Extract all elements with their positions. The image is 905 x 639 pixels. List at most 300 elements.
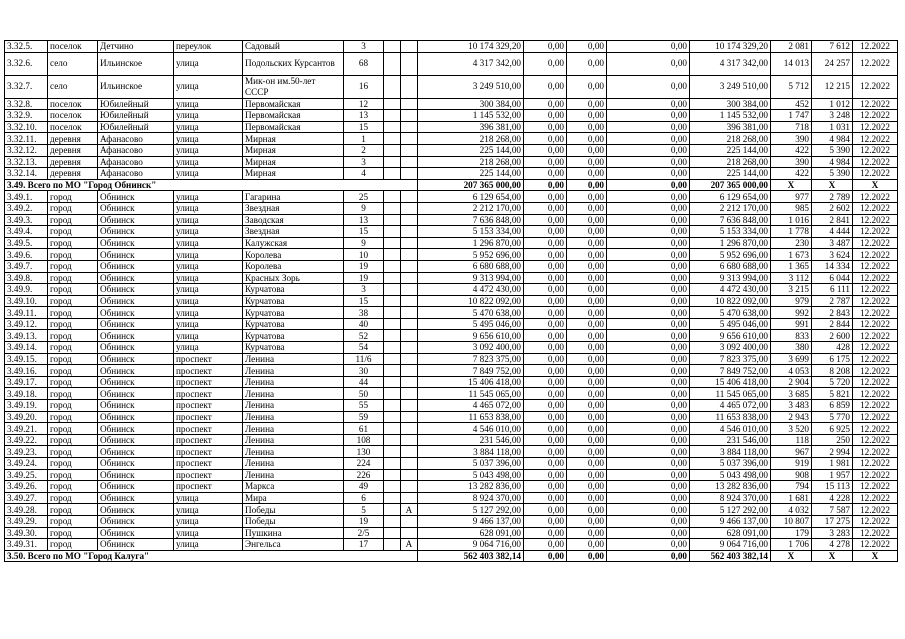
- area-cell: 422: [771, 144, 812, 156]
- building-cell: [384, 156, 401, 168]
- total-cell: 11 653 838,00: [690, 411, 771, 423]
- area-cell: 6 925: [812, 423, 853, 435]
- area-cell: 5 390: [812, 144, 853, 156]
- street-name-cell: Садовый: [243, 41, 344, 53]
- settlement-name-cell: Обнинск: [98, 434, 174, 446]
- value-cell: 0,00: [607, 458, 690, 470]
- area-cell: 718: [771, 121, 812, 133]
- date-cell: 12.2022: [853, 515, 898, 527]
- street-type-cell: улица: [174, 284, 243, 296]
- area-cell: 5 720: [812, 376, 853, 388]
- house-number-cell: 11/6: [344, 353, 384, 365]
- settlement-type-cell: город: [48, 423, 98, 435]
- area-cell: 1 981: [812, 458, 853, 470]
- building-cell: [384, 191, 401, 203]
- settlement-name-cell: Обнинск: [98, 492, 174, 504]
- settlement-name-cell: Обнинск: [98, 260, 174, 272]
- letter-cell: [401, 41, 418, 53]
- value-cell: 0,00: [567, 41, 607, 53]
- value-cell: 0,00: [524, 307, 567, 319]
- value-cell: 0,00: [567, 260, 607, 272]
- street-type-cell: улица: [174, 342, 243, 354]
- value-cell: 0,00: [524, 423, 567, 435]
- date-cell: 12.2022: [853, 202, 898, 214]
- building-cell: [384, 527, 401, 539]
- table-row: [5, 318, 898, 330]
- total-cell: 15 406 418,00: [690, 376, 771, 388]
- row-number-cell: 3.32.7.: [5, 75, 48, 98]
- value-cell: 0,00: [607, 481, 690, 493]
- value-cell: 0,00: [607, 144, 690, 156]
- date-cell: 12.2022: [853, 168, 898, 180]
- date-cell: 12.2022: [853, 133, 898, 145]
- settlement-type-cell: город: [48, 481, 98, 493]
- value-cell: 0,00: [607, 492, 690, 504]
- area-cell: 7 587: [812, 504, 853, 516]
- letter-cell: [401, 133, 418, 145]
- total-cell: 3 092 400,00: [690, 342, 771, 354]
- area-cell: 985: [771, 202, 812, 214]
- table-row: [5, 423, 898, 435]
- settlement-name-cell: Обнинск: [98, 458, 174, 470]
- building-cell: [384, 41, 401, 53]
- value-cell: 0,00: [567, 121, 607, 133]
- value-cell: 0,00: [607, 52, 690, 75]
- total-cell: 9 656 610,00: [418, 330, 524, 342]
- letter-cell: [401, 492, 418, 504]
- area-cell: 1 747: [771, 110, 812, 122]
- street-type-cell: улица: [174, 202, 243, 214]
- settlement-name-cell: Обнинск: [98, 481, 174, 493]
- value-cell: 0,00: [607, 284, 690, 296]
- value-cell: 0,00: [607, 41, 690, 53]
- table-row: [5, 284, 898, 296]
- value-cell: 0,00: [607, 272, 690, 284]
- value-cell: 0,00: [567, 202, 607, 214]
- value-cell: 0,00: [607, 353, 690, 365]
- table-row: [5, 260, 898, 272]
- house-number-cell: 2/5: [344, 527, 384, 539]
- area-cell: 230: [771, 237, 812, 249]
- total-cell: 7 849 752,00: [418, 365, 524, 377]
- row-number-cell: 3.49.16.: [5, 365, 48, 377]
- value-cell: 0,00: [607, 75, 690, 98]
- settlement-type-cell: город: [48, 318, 98, 330]
- row-number-cell: 3.32.10.: [5, 121, 48, 133]
- value-cell: 0,00: [607, 191, 690, 203]
- date-cell: 12.2022: [853, 75, 898, 98]
- value-cell: 0,00: [524, 226, 567, 238]
- value-cell: 0,00: [567, 295, 607, 307]
- value-cell: 0,00: [567, 434, 607, 446]
- value-cell: 0,00: [567, 550, 607, 562]
- area-cell: 15 113: [812, 481, 853, 493]
- settlement-type-cell: город: [48, 469, 98, 481]
- settlement-name-cell: Афанасово: [98, 156, 174, 168]
- area-cell: X: [812, 179, 853, 191]
- area-cell: 4 032: [771, 504, 812, 516]
- table-row: [5, 52, 898, 75]
- total-cell: 2 212 170,00: [690, 202, 771, 214]
- house-number-cell: 52: [344, 330, 384, 342]
- total-cell: 6 129 654,00: [418, 191, 524, 203]
- building-cell: [384, 504, 401, 516]
- table-row: [5, 353, 898, 365]
- value-cell: 0,00: [607, 121, 690, 133]
- date-cell: 12.2022: [853, 121, 898, 133]
- total-cell: 1 296 870,00: [690, 237, 771, 249]
- area-cell: X: [812, 550, 853, 562]
- area-cell: 14 334: [812, 260, 853, 272]
- row-number-cell: 3.49.30.: [5, 527, 48, 539]
- house-number-cell: 50: [344, 388, 384, 400]
- area-cell: 2 789: [812, 191, 853, 203]
- total-cell: 300 384,00: [418, 98, 524, 110]
- street-type-cell: улица: [174, 75, 243, 98]
- value-cell: 0,00: [524, 400, 567, 412]
- street-name-cell: Гагарина: [243, 191, 344, 203]
- settlement-type-cell: деревня: [48, 133, 98, 145]
- letter-cell: [401, 237, 418, 249]
- letter-cell: [401, 469, 418, 481]
- settlement-name-cell: Ильинское: [98, 52, 174, 75]
- table-row: [5, 330, 898, 342]
- row-number-cell: 3.49.27.: [5, 492, 48, 504]
- table-row: [5, 226, 898, 238]
- total-cell: 7 823 375,00: [690, 353, 771, 365]
- letter-cell: [401, 434, 418, 446]
- date-cell: 12.2022: [853, 156, 898, 168]
- value-cell: 0,00: [567, 353, 607, 365]
- total-cell: 9 064 716,00: [418, 539, 524, 551]
- value-cell: 0,00: [607, 376, 690, 388]
- value-cell: 0,00: [607, 110, 690, 122]
- building-cell: [384, 411, 401, 423]
- building-cell: [384, 458, 401, 470]
- date-cell: 12.2022: [853, 388, 898, 400]
- settlement-type-cell: город: [48, 226, 98, 238]
- total-cell: 5 952 696,00: [690, 249, 771, 261]
- table-row: [5, 469, 898, 481]
- date-cell: 12.2022: [853, 411, 898, 423]
- settlement-type-cell: город: [48, 388, 98, 400]
- total-cell: 562 403 382,14: [418, 550, 524, 562]
- value-cell: 0,00: [567, 492, 607, 504]
- building-cell: [384, 249, 401, 261]
- area-cell: 908: [771, 469, 812, 481]
- building-cell: [384, 52, 401, 75]
- street-name-cell: Королева: [243, 249, 344, 261]
- settlement-name-cell: Обнинск: [98, 446, 174, 458]
- total-cell: 396 381,00: [690, 121, 771, 133]
- row-number-cell: 3.32.8.: [5, 98, 48, 110]
- settlement-name-cell: Обнинск: [98, 365, 174, 377]
- value-cell: 0,00: [567, 226, 607, 238]
- settlement-name-cell: Обнинск: [98, 376, 174, 388]
- total-cell: 13 282 836,00: [418, 481, 524, 493]
- area-cell: 10 807: [771, 515, 812, 527]
- total-cell: 218 268,00: [418, 156, 524, 168]
- value-cell: 0,00: [567, 365, 607, 377]
- building-cell: [384, 365, 401, 377]
- total-cell: 7 849 752,00: [690, 365, 771, 377]
- total-cell: 225 144,00: [690, 168, 771, 180]
- area-cell: 6 044: [812, 272, 853, 284]
- row-number-cell: 3.49.20.: [5, 411, 48, 423]
- street-name-cell: Подольских Курсантов: [243, 52, 344, 75]
- area-cell: 2 843: [812, 307, 853, 319]
- value-cell: 0,00: [567, 318, 607, 330]
- letter-cell: [401, 144, 418, 156]
- value-cell: 0,00: [524, 481, 567, 493]
- date-cell: 12.2022: [853, 295, 898, 307]
- value-cell: 0,00: [607, 342, 690, 354]
- street-type-cell: улица: [174, 272, 243, 284]
- value-cell: 0,00: [607, 330, 690, 342]
- settlement-type-cell: город: [48, 504, 98, 516]
- total-cell: 207 365 000,00: [418, 179, 524, 191]
- value-cell: 0,00: [567, 272, 607, 284]
- value-cell: 0,00: [524, 330, 567, 342]
- house-number-cell: 15: [344, 295, 384, 307]
- settlement-type-cell: поселок: [48, 98, 98, 110]
- house-number-cell: 9: [344, 237, 384, 249]
- house-number-cell: 12: [344, 98, 384, 110]
- row-number-cell: 3.49.7.: [5, 260, 48, 272]
- area-cell: 1 031: [812, 121, 853, 133]
- table-row: [5, 400, 898, 412]
- row-number-cell: 3.49.2.: [5, 202, 48, 214]
- settlement-type-cell: город: [48, 202, 98, 214]
- house-number-cell: 54: [344, 342, 384, 354]
- building-cell: [384, 434, 401, 446]
- table-row: [5, 365, 898, 377]
- row-number-cell: 3.49.17.: [5, 376, 48, 388]
- total-cell: 3 884 118,00: [418, 446, 524, 458]
- settlement-name-cell: Обнинск: [98, 284, 174, 296]
- row-number-cell: 3.49.29.: [5, 515, 48, 527]
- row-number-cell: 3.49.3.: [5, 214, 48, 226]
- value-cell: 0,00: [524, 98, 567, 110]
- area-cell: 3 483: [771, 400, 812, 412]
- total-cell: 5 952 696,00: [418, 249, 524, 261]
- total-cell: 9 656 610,00: [690, 330, 771, 342]
- street-type-cell: улица: [174, 249, 243, 261]
- value-cell: 0,00: [607, 168, 690, 180]
- area-cell: 5 821: [812, 388, 853, 400]
- settlement-name-cell: Юбилейный: [98, 121, 174, 133]
- table-row: [5, 249, 898, 261]
- street-type-cell: улица: [174, 156, 243, 168]
- house-number-cell: 19: [344, 515, 384, 527]
- value-cell: 0,00: [524, 191, 567, 203]
- date-cell: 12.2022: [853, 504, 898, 516]
- total-cell: 3 249 510,00: [690, 75, 771, 98]
- total-cell: 6 129 654,00: [690, 191, 771, 203]
- date-cell: 12.2022: [853, 52, 898, 75]
- area-cell: 14 013: [771, 52, 812, 75]
- street-type-cell: проспект: [174, 365, 243, 377]
- value-cell: 0,00: [524, 504, 567, 516]
- street-type-cell: улица: [174, 295, 243, 307]
- settlement-type-cell: город: [48, 260, 98, 272]
- total-cell: 4 546 010,00: [418, 423, 524, 435]
- value-cell: 0,00: [524, 318, 567, 330]
- letter-cell: А: [401, 504, 418, 516]
- value-cell: 0,00: [607, 202, 690, 214]
- date-cell: 12.2022: [853, 527, 898, 539]
- street-type-cell: переулок: [174, 41, 243, 53]
- value-cell: 0,00: [524, 458, 567, 470]
- total-cell: 8 924 370,00: [418, 492, 524, 504]
- settlement-name-cell: Афанасово: [98, 144, 174, 156]
- street-name-cell: Курчатова: [243, 284, 344, 296]
- settlement-type-cell: город: [48, 330, 98, 342]
- area-cell: 4 278: [812, 539, 853, 551]
- total-cell: 231 546,00: [690, 434, 771, 446]
- settlement-type-cell: город: [48, 434, 98, 446]
- value-cell: 0,00: [524, 388, 567, 400]
- total-cell: 7 636 848,00: [690, 214, 771, 226]
- area-cell: 4 444: [812, 226, 853, 238]
- value-cell: 0,00: [567, 446, 607, 458]
- total-cell: 6 680 688,00: [690, 260, 771, 272]
- settlement-type-cell: село: [48, 52, 98, 75]
- row-number-cell: 3.49.25.: [5, 469, 48, 481]
- value-cell: 0,00: [524, 539, 567, 551]
- total-cell: 15 406 418,00: [418, 376, 524, 388]
- street-type-cell: улица: [174, 98, 243, 110]
- house-number-cell: 13: [344, 214, 384, 226]
- letter-cell: [401, 191, 418, 203]
- settlement-type-cell: город: [48, 539, 98, 551]
- settlement-name-cell: Обнинск: [98, 318, 174, 330]
- street-name-cell: Ленина: [243, 423, 344, 435]
- building-cell: [384, 121, 401, 133]
- letter-cell: [401, 423, 418, 435]
- date-cell: 12.2022: [853, 342, 898, 354]
- street-name-cell: Ленина: [243, 434, 344, 446]
- house-number-cell: 2: [344, 144, 384, 156]
- total-cell: 5 153 334,00: [418, 226, 524, 238]
- street-name-cell: Победы: [243, 504, 344, 516]
- house-number-cell: 68: [344, 52, 384, 75]
- settlement-name-cell: Обнинск: [98, 469, 174, 481]
- row-number-cell: 3.49.11.: [5, 307, 48, 319]
- value-cell: 0,00: [607, 539, 690, 551]
- building-cell: [384, 202, 401, 214]
- settlement-name-cell: Обнинск: [98, 226, 174, 238]
- row-number-cell: 3.49.24.: [5, 458, 48, 470]
- street-type-cell: улица: [174, 144, 243, 156]
- value-cell: 0,00: [524, 202, 567, 214]
- value-cell: 0,00: [567, 515, 607, 527]
- house-number-cell: 55: [344, 400, 384, 412]
- settlement-name-cell: Юбилейный: [98, 110, 174, 122]
- street-type-cell: улица: [174, 214, 243, 226]
- area-cell: 179: [771, 527, 812, 539]
- date-cell: 12.2022: [853, 446, 898, 458]
- total-cell: 3 092 400,00: [418, 342, 524, 354]
- street-type-cell: улица: [174, 260, 243, 272]
- row-number-cell: 3.49.4.: [5, 226, 48, 238]
- table-row: [5, 388, 898, 400]
- date-cell: 12.2022: [853, 260, 898, 272]
- house-number-cell: 59: [344, 411, 384, 423]
- total-cell: 8 924 370,00: [690, 492, 771, 504]
- date-cell: 12.2022: [853, 214, 898, 226]
- area-cell: 977: [771, 191, 812, 203]
- letter-cell: [401, 527, 418, 539]
- street-name-cell: Маркса: [243, 481, 344, 493]
- value-cell: 0,00: [607, 260, 690, 272]
- building-cell: [384, 423, 401, 435]
- street-name-cell: Заводская: [243, 214, 344, 226]
- settlement-type-cell: город: [48, 515, 98, 527]
- settlement-type-cell: город: [48, 365, 98, 377]
- date-cell: 12.2022: [853, 492, 898, 504]
- letter-cell: [401, 249, 418, 261]
- date-cell: 12.2022: [853, 423, 898, 435]
- settlement-type-cell: город: [48, 295, 98, 307]
- settlement-name-cell: Обнинск: [98, 527, 174, 539]
- street-name-cell: Мирная: [243, 156, 344, 168]
- street-type-cell: улица: [174, 191, 243, 203]
- subtotal-row: [5, 179, 898, 191]
- date-cell: 12.2022: [853, 110, 898, 122]
- house-number-cell: 224: [344, 458, 384, 470]
- area-cell: 2 602: [812, 202, 853, 214]
- settlement-type-cell: город: [48, 249, 98, 261]
- street-type-cell: проспект: [174, 388, 243, 400]
- total-cell: 5 037 396,00: [690, 458, 771, 470]
- value-cell: 0,00: [567, 237, 607, 249]
- area-cell: 794: [771, 481, 812, 493]
- value-cell: 0,00: [524, 284, 567, 296]
- letter-cell: [401, 168, 418, 180]
- total-cell: 225 144,00: [418, 168, 524, 180]
- row-number-cell: 3.32.14.: [5, 168, 48, 180]
- table-row: [5, 307, 898, 319]
- table-row: [5, 411, 898, 423]
- settlement-name-cell: Юбилейный: [98, 98, 174, 110]
- date-cell: 12.2022: [853, 41, 898, 53]
- total-cell: 4 317 342,00: [690, 52, 771, 75]
- area-cell: 4 984: [812, 133, 853, 145]
- settlement-type-cell: город: [48, 214, 98, 226]
- house-number-cell: 4: [344, 168, 384, 180]
- settlement-type-cell: город: [48, 284, 98, 296]
- total-cell: 218 268,00: [690, 133, 771, 145]
- building-cell: [384, 110, 401, 122]
- street-type-cell: улица: [174, 318, 243, 330]
- area-cell: X: [771, 179, 812, 191]
- value-cell: 0,00: [567, 400, 607, 412]
- building-cell: [384, 342, 401, 354]
- street-name-cell: Ленина: [243, 376, 344, 388]
- house-number-cell: 16: [344, 75, 384, 98]
- row-number-cell: 3.49.14.: [5, 342, 48, 354]
- value-cell: 0,00: [524, 550, 567, 562]
- value-cell: 0,00: [607, 550, 690, 562]
- value-cell: 0,00: [524, 353, 567, 365]
- total-cell: 9 466 137,00: [690, 515, 771, 527]
- date-cell: 12.2022: [853, 365, 898, 377]
- row-number-cell: 3.32.13.: [5, 156, 48, 168]
- street-name-cell: Победы: [243, 515, 344, 527]
- area-cell: 3 215: [771, 284, 812, 296]
- street-name-cell: Красных Зорь: [243, 272, 344, 284]
